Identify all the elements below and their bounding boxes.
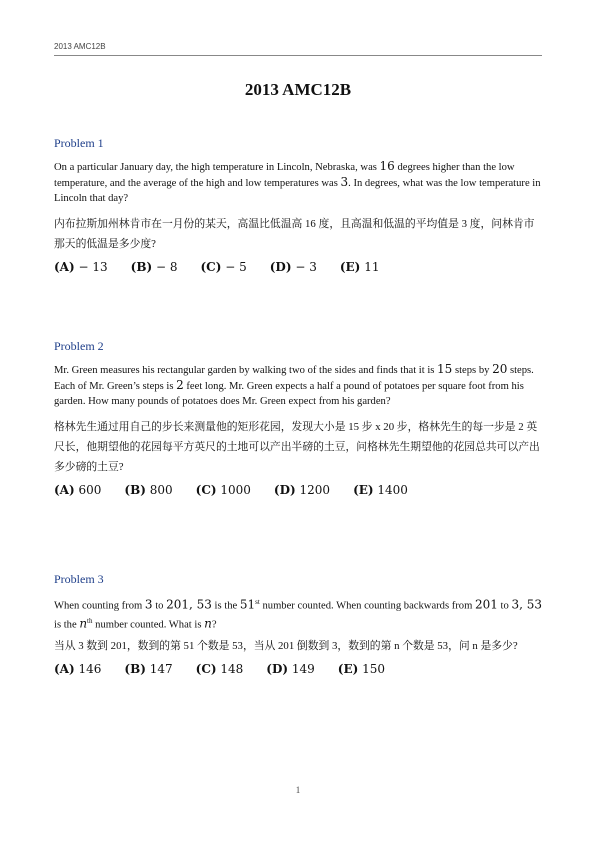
problem-text-zh: 当从 3 数到 201，数到的第 51 个数是 53，当从 201 倒数到 3，数到的第 n 个数是 53，问 n 是多少? [54, 640, 518, 653]
choice-c [200, 260, 246, 274]
choice-d [266, 662, 315, 676]
header-rule [54, 55, 542, 56]
text-segment: to [497, 600, 512, 612]
math-number: 201 [474, 597, 498, 612]
problem-text-zh: 格林先生通过用自己的步长来测量他的矩形花园，发现大小是 15 步 x 20 步，格林先生的每一步是 2 英尺长，他期望他的花园每平方英尺的土地可以产出半磅的土豆，问格林先生期望他的花园总共可以产出多少磅的土豆? [54, 421, 540, 473]
choice-value: 1400 [377, 483, 408, 497]
math-number: 201, [166, 597, 193, 612]
math-number: 16 [379, 159, 395, 173]
choice-e [340, 260, 380, 274]
math-number: 51 [239, 597, 256, 612]
problem-2 [54, 339, 542, 498]
problem-text-en [54, 159, 542, 206]
choice-label: (C) [195, 662, 217, 677]
text-segment: to [152, 600, 167, 612]
choice-value: 600 [78, 483, 102, 497]
choice-label: (D) [273, 483, 296, 497]
choice-label: (A) [54, 260, 75, 274]
choice-label: (B) [130, 260, 153, 274]
problem-1 [54, 136, 542, 275]
choice-value: − 3 [295, 260, 317, 274]
choice-d [274, 483, 330, 497]
problem-heading: Problem 3 [54, 572, 104, 586]
math-number: 15 [437, 362, 453, 376]
choice-value: 146 [78, 662, 102, 677]
answer-choices [54, 260, 542, 275]
text-segment: When counting from [54, 600, 145, 612]
math-number: 3 [144, 597, 153, 612]
choice-d [270, 260, 317, 274]
math-number: 53 [192, 597, 212, 612]
text-segment: is the [54, 619, 80, 631]
math-number: 2 [176, 378, 184, 392]
choice-label: (B) [124, 483, 146, 497]
text-segment: steps by [452, 365, 493, 376]
choice-value: 147 [149, 662, 173, 677]
choice-label: (C) [195, 483, 217, 497]
choice-a [54, 483, 101, 497]
problem-text-en [54, 595, 542, 632]
page-number: 1 [295, 785, 301, 795]
text-segment: number counted. When counting backwards from [259, 600, 475, 612]
choice-label: (E) [339, 260, 361, 274]
math-number: 20 [492, 362, 508, 376]
answer-choices [54, 483, 542, 498]
choice-value: 1000 [220, 483, 251, 497]
text-segment: steps. Each of Mr. Green’s steps is [54, 365, 534, 392]
choice-label: (D) [266, 662, 289, 677]
answer-choices [54, 662, 542, 677]
choice-value: 149 [291, 662, 315, 677]
choice-a [54, 260, 108, 274]
choice-b [124, 662, 172, 676]
text-segment: number counted. What is [92, 619, 205, 631]
running-header: 2013 AMC12B [54, 42, 106, 51]
choice-label: (B) [124, 662, 146, 677]
choice-b [131, 260, 178, 274]
math-number: 53 [522, 597, 542, 612]
math-number: 3, [511, 597, 523, 612]
text-segment: . In degrees, what was the low temperature in Lincoln that day? [54, 178, 541, 204]
text-segment: degrees higher than the low temperature, and the average of the high and low temperatures was [54, 162, 515, 189]
problem-text-en [54, 362, 542, 409]
choice-value: − 13 [78, 260, 108, 274]
choice-label: (E) [353, 483, 374, 497]
problem-text-zh: 内布拉斯加州林肯市在一月份的某天，高温比低温高 16 度，且高温和低温的平均值是 3 度，问林肯市那天的低温是多少度? [54, 218, 535, 250]
problem-3 [54, 572, 542, 677]
choice-value: − 5 [225, 260, 247, 274]
text-segment: On a particular January day, the high temperature in Lincoln, Nebraska, was [54, 162, 380, 173]
choice-label: (E) [337, 662, 359, 677]
choice-value: 1200 [299, 483, 331, 497]
problem-heading: Problem 2 [54, 339, 104, 353]
choice-e [353, 483, 408, 497]
choice-c [196, 662, 244, 676]
choice-value: 800 [149, 483, 173, 497]
choice-label: (A) [54, 483, 75, 497]
text-segment: Mr. Green measures his rectangular garden by walking two of the sides and finds that it is [54, 365, 438, 376]
text-segment: ? [211, 619, 217, 631]
choice-value: 150 [362, 662, 386, 677]
ordinal-suffix: th [87, 616, 93, 625]
document-title: 2013 AMC12B [244, 80, 352, 99]
choice-e [338, 662, 385, 676]
problem-heading: Problem 1 [54, 136, 104, 150]
choice-label: (A) [54, 662, 75, 677]
choice-value: − 8 [155, 260, 178, 274]
choice-value: 11 [364, 260, 380, 274]
choice-b [124, 483, 172, 497]
ordinal-suffix: st [255, 598, 260, 606]
choice-value: 148 [220, 662, 244, 677]
math-number: 3 [340, 175, 349, 189]
choice-c [196, 483, 251, 497]
math-variable: n [79, 616, 88, 631]
text-segment: is the [211, 600, 240, 612]
math-variable: n [204, 616, 212, 631]
choice-label: (C) [200, 260, 222, 274]
choice-a [54, 662, 101, 676]
choice-label: (D) [269, 260, 292, 274]
text-segment: feet long. Mr. Green expects a half a pound of potatoes per square foot from his garden. How many pounds of potatoes does Mr. Green expect from his garden? [54, 381, 524, 407]
